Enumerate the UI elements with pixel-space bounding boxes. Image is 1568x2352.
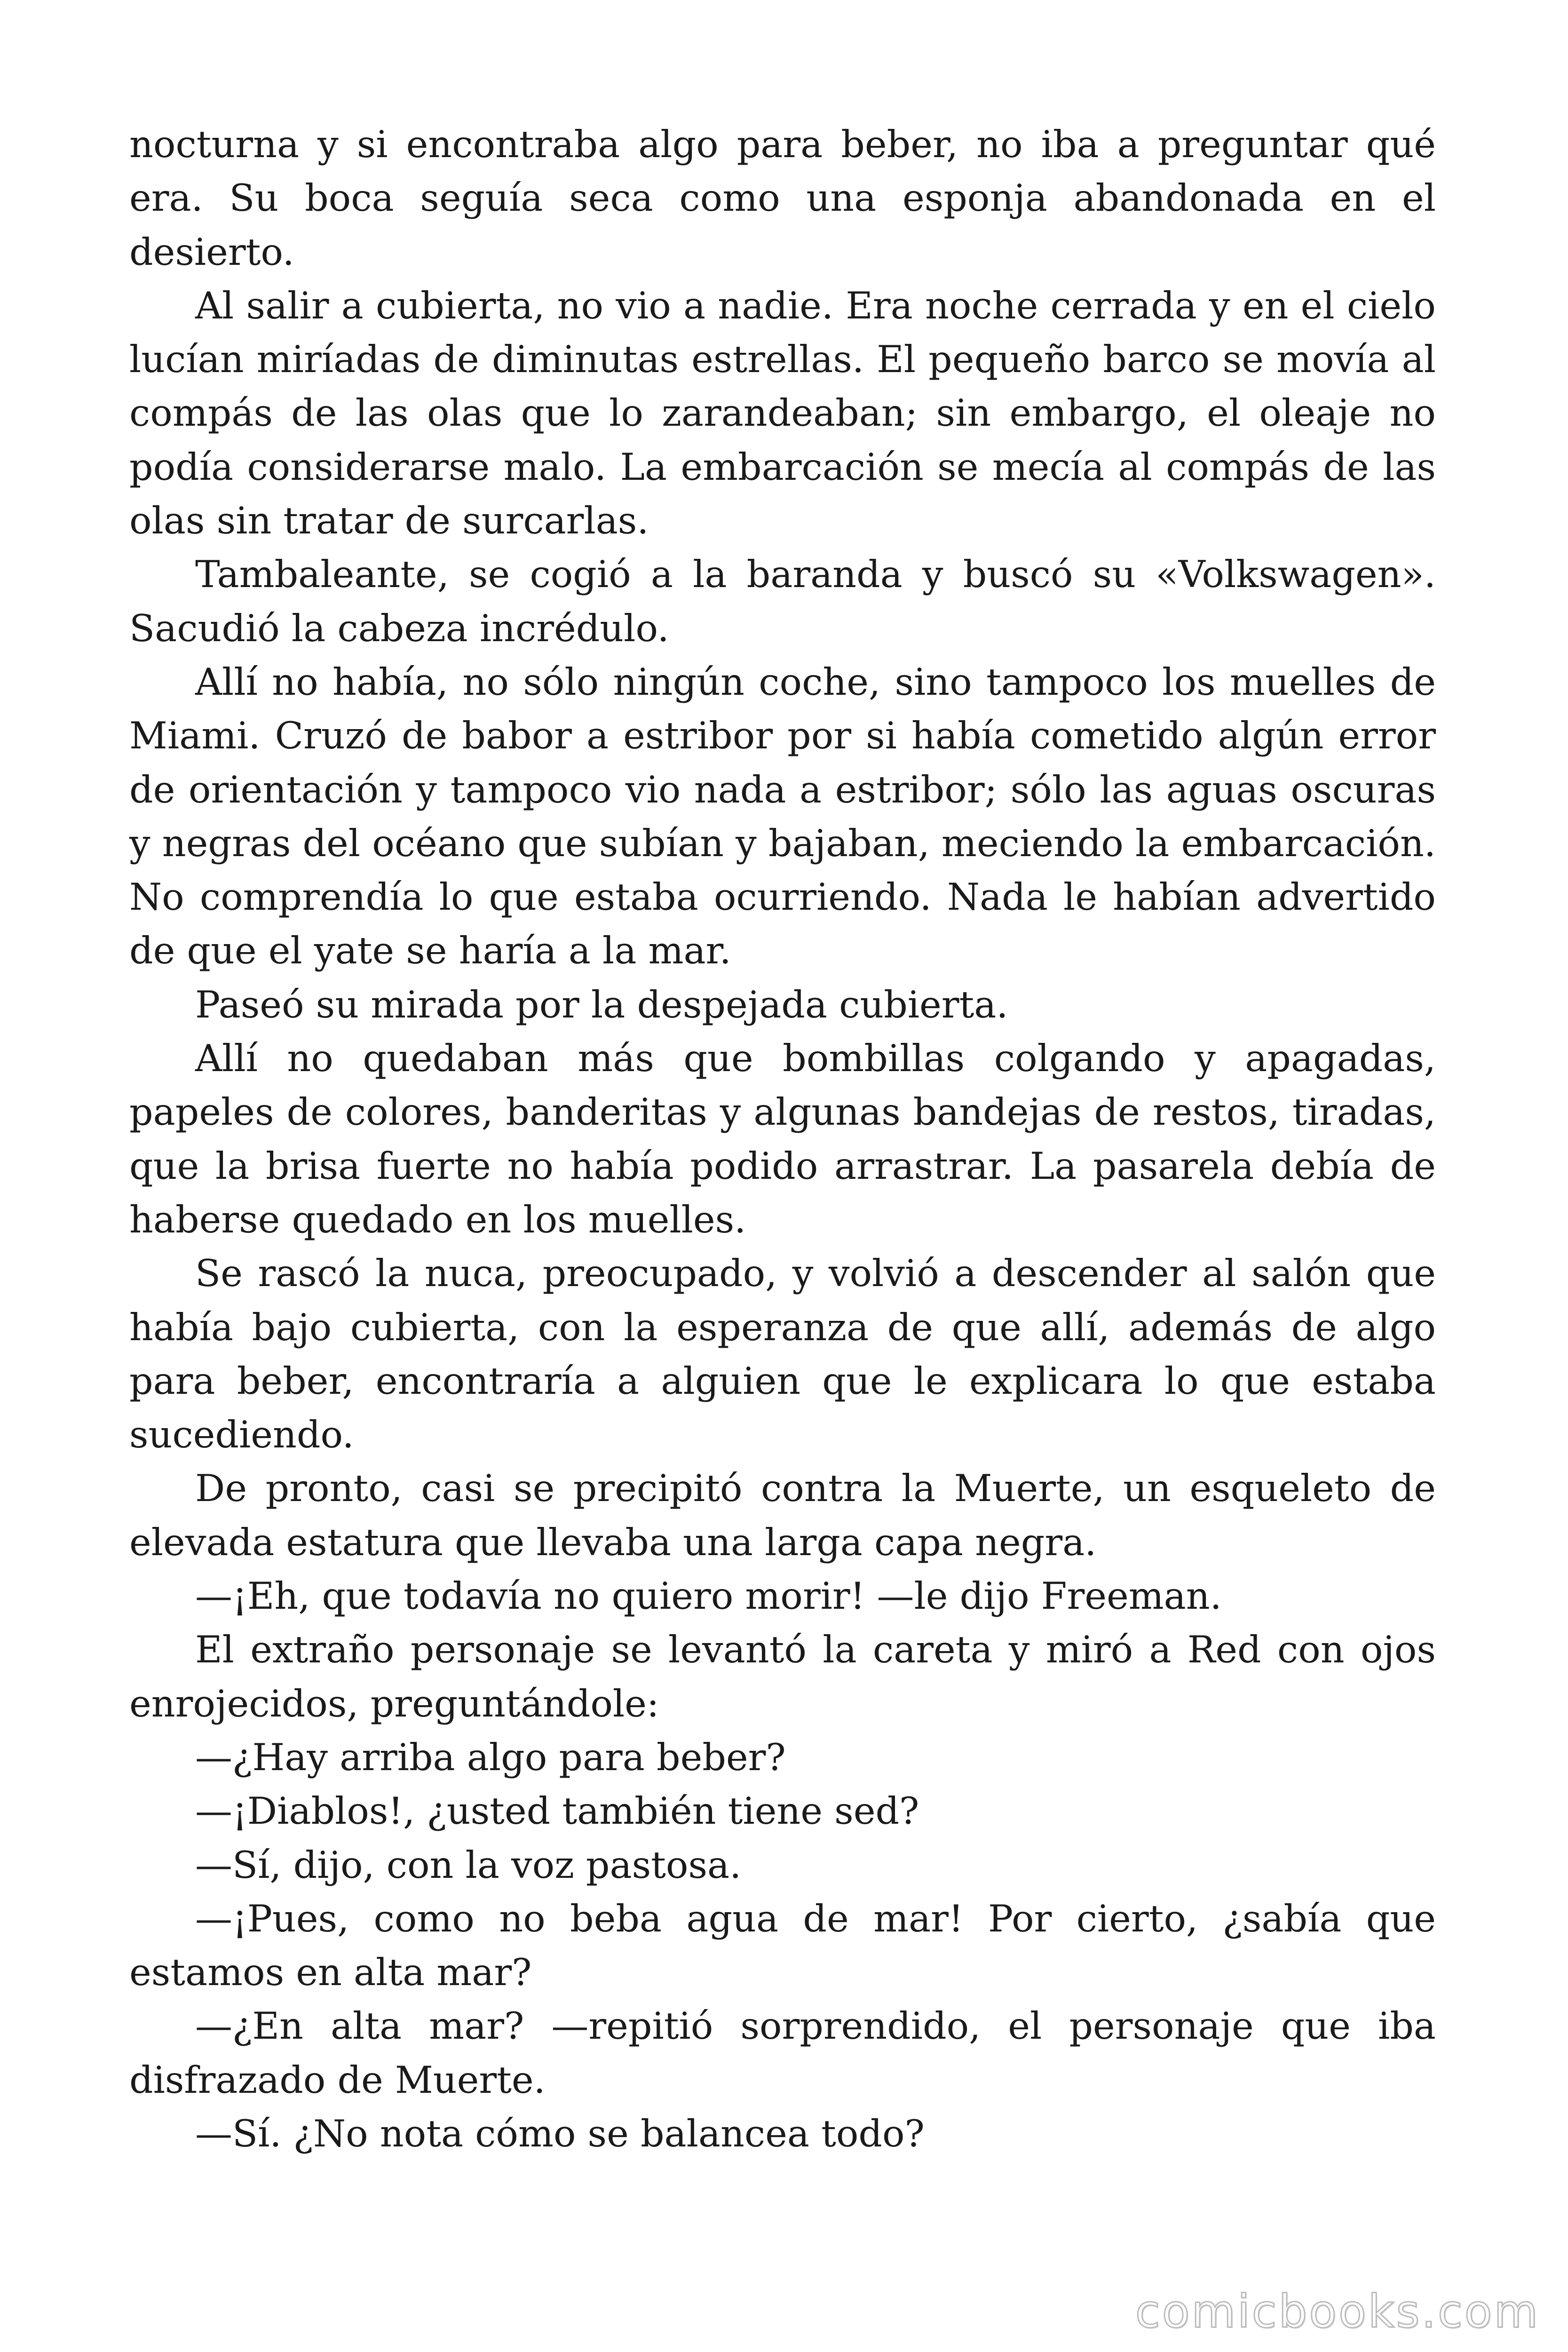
paragraph: Allí no había, no sólo ningún coche, sino tampoco los muelles de Miami. Cruzó de babor a estribor por si había cometido algún error de orientación y tampoco vio nada a estribor; sólo las aguas oscuras y negras del océano que subían y bajaban, meciendo la embarcación. No comprendía lo que estaba ocurriendo. Nada le habían advertido de que el yate se haría a la mar. <box>129 660 1436 973</box>
paragraph: El extraño personaje se levantó la careta y miró a Red con ojos enrojecidos, preguntándole: <box>129 1628 1436 1725</box>
dialogue-line: —¿En alta mar? —repitió sorprendido, el personaje que iba disfrazado de Muerte. <box>129 2004 1436 2102</box>
page-text <box>129 118 1436 2161</box>
dialogue-line: —¡Diablos!, ¿usted también tiene sed? <box>195 1789 919 1833</box>
paragraph: Al salir a cubierta, no vio a nadie. Era noche cerrada y en el cielo lucían miríadas de diminutas estrellas. El pequeño barco se movía al compás de las olas que lo zarandeaban; sin embargo, el oleaje no podía considerarse malo. La embarcación se mecía al compás de las olas sin tratar de surcarlas. <box>129 284 1436 543</box>
dialogue-line: —¡Pues, como no beba agua de mar! Por cierto, ¿sabía que estamos en alta mar? <box>129 1897 1436 1994</box>
dialogue-line: —¡Eh, que todavía no quiero morir! —le dijo Freeman. <box>195 1574 1222 1618</box>
dialogue-line: —Sí, dijo, con la voz pastosa. <box>195 1843 742 1887</box>
paragraph: De pronto, casi se precipitó contra la Muerte, un esqueleto de elevada estatura que llevaba una larga capa negra. <box>129 1467 1436 1564</box>
paragraph: Allí no quedaban más que bombillas colgando y apagadas, papeles de colores, banderitas y algunas bandejas de restos, tiradas, que la brisa fuerte no había podido arrastrar. La pasarela debía de haberse quedado en los muelles. <box>129 1037 1436 1241</box>
paragraph: Tambaleante, se cogió a la baranda y buscó su «Volkswagen». Sacudió la cabeza incrédulo. <box>129 553 1436 650</box>
paragraph: Se rascó la nuca, preocupado, y volvió a descender al salón que había bajo cubierta, con la esperanza de que allí, además de algo para beber, encontraría a alguien que le explicara lo que estaba sucediendo. <box>129 1252 1436 1457</box>
paragraph-continuation: nocturna y si encontraba algo para beber, no iba a preguntar qué era. Su boca seguía seca como una esponja abandonada en el desierto. <box>129 123 1436 274</box>
dialogue-line: —¿Hay arriba algo para beber? <box>195 1735 786 1779</box>
dialogue-line: —Sí. ¿No nota cómo se balancea todo? <box>195 2112 925 2155</box>
watermark-logo: comicbooks.com <box>1135 2285 1540 2338</box>
paragraph: Paseó su mirada por la despejada cubierta. <box>195 983 1008 1026</box>
